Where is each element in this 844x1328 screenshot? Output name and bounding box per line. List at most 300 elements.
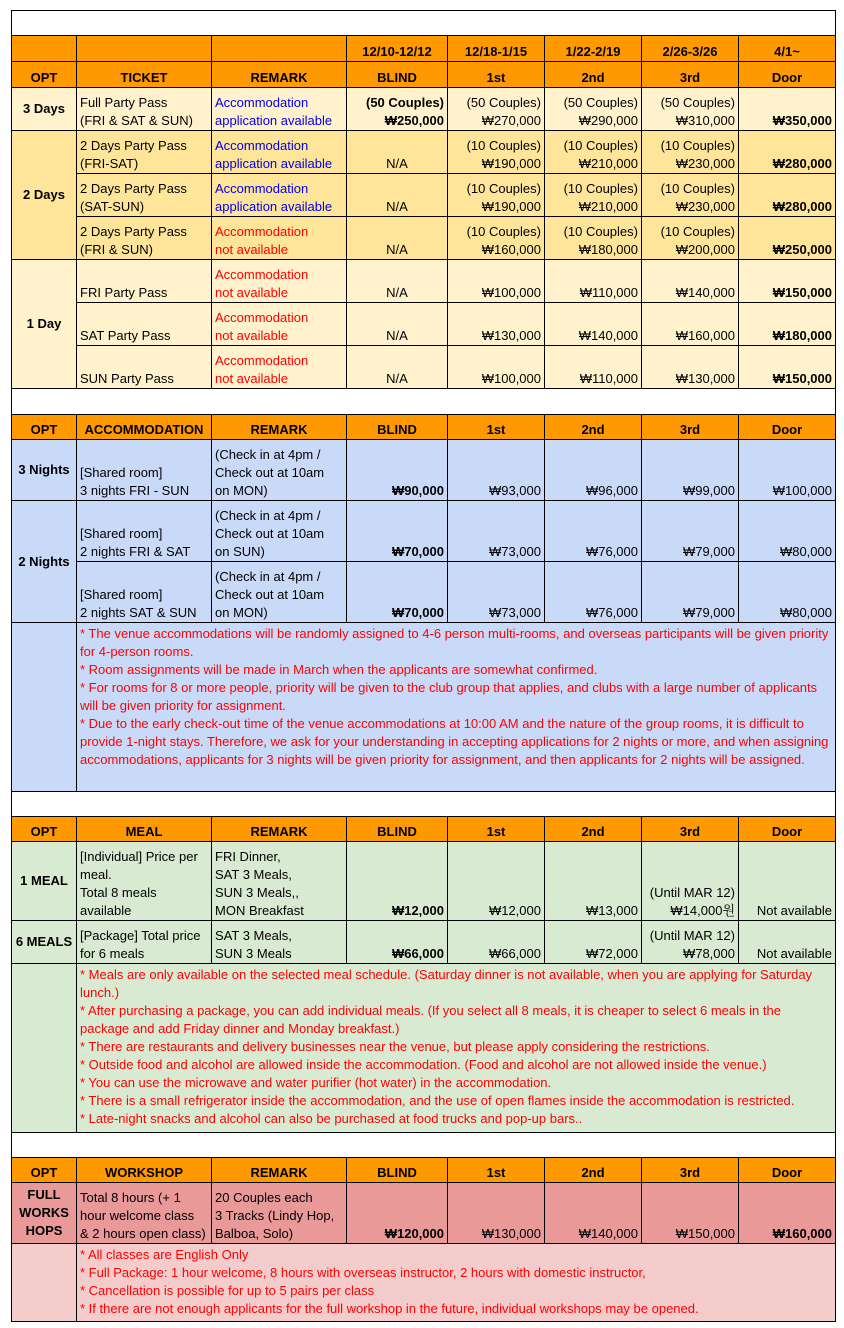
header-price-col: 2nd	[545, 62, 642, 88]
header-price-col: Door	[739, 415, 836, 440]
price-cell	[347, 303, 448, 346]
price-cell: ₩99,000	[642, 440, 739, 501]
price-cell	[642, 217, 739, 260]
spacer-row	[12, 792, 836, 817]
cell-text: not available	[215, 285, 288, 300]
cell-text: (50 Couples)	[466, 95, 541, 110]
option-label: 1 MEAL	[12, 842, 77, 921]
cell-text: (10 Couples)	[660, 181, 735, 196]
header-price-col: Door	[739, 1158, 836, 1183]
cell-text: not available	[215, 328, 288, 343]
header-remark: REMARK	[212, 62, 347, 88]
workshop-name	[77, 1183, 212, 1244]
note-text: * The venue accommodations will be randomly assigned to 4-6 person multi-rooms, and overseas participants will be given priority for 4-person rooms.	[80, 626, 829, 659]
cell-text: (10 Couples)	[563, 181, 638, 196]
cell-text: ₩140,000	[578, 328, 638, 343]
price-cell	[347, 217, 448, 260]
price-cell: ₩80,000	[739, 562, 836, 623]
cell-text: ₩190,000	[481, 156, 541, 171]
cell-text: (FRI & SAT & SUN)	[80, 113, 193, 128]
cell-text: (SAT-SUN)	[80, 199, 145, 214]
price-cell	[642, 921, 739, 964]
price-cell: ₩76,000	[545, 562, 642, 623]
cell-text: 2 nights SAT & SUN	[80, 605, 197, 620]
cell-text: meal.	[80, 867, 112, 882]
cell-text: (Until MAR 12)	[649, 885, 735, 900]
cell-text: ₩100,000	[481, 285, 541, 300]
blank-cell	[12, 36, 77, 62]
price-cell	[642, 174, 739, 217]
cell-text: Check out at 10am	[215, 587, 325, 602]
header-price-col: BLIND	[347, 415, 448, 440]
table-row	[12, 817, 836, 842]
price-cell	[448, 260, 545, 303]
cell-text: available	[80, 903, 132, 918]
header-remark: REMARK	[212, 1158, 347, 1183]
table-row	[12, 36, 836, 62]
price-cell: ₩140,000	[545, 1183, 642, 1244]
cell-text: Accommodation	[215, 267, 309, 282]
accommodation-name	[77, 440, 212, 501]
price-cell: ₩80,000	[739, 501, 836, 562]
option-label	[12, 1183, 77, 1244]
cell-text: ₩150,000	[772, 285, 832, 300]
ticket-name	[77, 88, 212, 131]
workshop-remark	[212, 1183, 347, 1244]
cell-text: Check out at 10am	[215, 465, 325, 480]
cell-text: ₩130,000	[481, 328, 541, 343]
accommodation-notes	[77, 623, 836, 792]
price-cell	[739, 260, 836, 303]
header-price-col: 1st	[448, 62, 545, 88]
table-row	[12, 346, 836, 389]
price-cell	[545, 303, 642, 346]
price-cell: ₩73,000	[448, 501, 545, 562]
price-cell	[642, 842, 739, 921]
header-opt: OPT	[12, 415, 77, 440]
cell-text: (10 Couples)	[466, 138, 541, 153]
cell-text: application available	[215, 113, 333, 128]
cell-text: [Individual] Price per	[80, 849, 198, 864]
header-price-col: 1st	[448, 1158, 545, 1183]
cell-text: ₩250,000	[772, 242, 832, 257]
cell-text: N/A	[386, 242, 408, 257]
cell-text: FRI Dinner,	[215, 849, 281, 864]
cell-text: hour welcome class	[80, 1208, 195, 1223]
header-remark: REMARK	[212, 817, 347, 842]
note-text: * Cancellation is possible for up to 5 pairs per class	[80, 1283, 375, 1298]
table-row	[12, 389, 836, 415]
price-cell	[448, 842, 545, 921]
price-cell: ₩70,000	[347, 501, 448, 562]
price-cell	[347, 260, 448, 303]
price-cell: ₩160,000	[739, 1183, 836, 1244]
note-text: * There are restaurants and delivery businesses near the venue, but please apply considering the restrictions.	[80, 1039, 710, 1054]
price-cell	[545, 260, 642, 303]
price-cell	[448, 346, 545, 389]
header-price-col: 1st	[448, 817, 545, 842]
cell-text: [Shared room]	[80, 526, 163, 541]
ticket-remark	[212, 131, 347, 174]
cell-text: Accommodation	[215, 95, 309, 110]
cell-text: N/A	[386, 156, 408, 171]
cell-text: FRI Party Pass	[80, 285, 168, 300]
pricing-sheet	[11, 10, 836, 1322]
cell-text: FULL	[27, 1187, 61, 1202]
cell-text: ₩200,000	[675, 242, 735, 257]
cell-text: ₩230,000	[675, 199, 735, 214]
header-opt: OPT	[12, 817, 77, 842]
cell-text: (10 Couples)	[660, 138, 735, 153]
blank-cell	[12, 623, 77, 792]
cell-text: ₩180,000	[772, 328, 832, 343]
table-row	[12, 1133, 836, 1158]
cell-text: Accommodation	[215, 224, 309, 239]
meal-remark	[212, 921, 347, 964]
price-cell	[347, 88, 448, 131]
cell-text: ₩12,000	[391, 903, 444, 918]
cell-text: [Shared room]	[80, 587, 163, 602]
period-label: 1/22-2/19	[545, 36, 642, 62]
meal-notes	[77, 964, 836, 1133]
note-text: * All classes are English Only	[80, 1247, 249, 1262]
price-cell: ₩130,000	[448, 1183, 545, 1244]
header-remark: REMARK	[212, 415, 347, 440]
blank-cell	[12, 964, 77, 1133]
cell-text: (10 Couples)	[563, 224, 638, 239]
price-cell: ₩79,000	[642, 562, 739, 623]
cell-text: SAT 3 Meals,	[215, 867, 292, 882]
ticket-name	[77, 346, 212, 389]
cell-text: ₩78,000	[682, 946, 735, 961]
price-cell: ₩73,000	[448, 562, 545, 623]
cell-text: Accommodation	[215, 181, 309, 196]
cell-text: Balboa, Solo)	[215, 1226, 294, 1241]
table-row	[12, 1158, 836, 1183]
workshop-notes	[77, 1244, 836, 1322]
cell-text: & 2 hours open class)	[80, 1226, 206, 1241]
cell-text: Accommodation	[215, 310, 309, 325]
cell-text: SUN Party Pass	[80, 371, 174, 386]
table-row	[12, 1244, 836, 1322]
header-price-col: 1st	[448, 415, 545, 440]
cell-text: 3 nights FRI - SUN	[80, 483, 190, 498]
ticket-name	[77, 260, 212, 303]
cell-text: [Shared room]	[80, 465, 163, 480]
table-row	[12, 964, 836, 1133]
cell-text: ₩210,000	[578, 199, 638, 214]
accommodation-remark	[212, 440, 347, 501]
cell-text: [Package] Total price	[80, 928, 201, 943]
price-cell: ₩100,000	[739, 440, 836, 501]
period-label: 2/26-3/26	[642, 36, 739, 62]
cell-text: 20 Couples each	[215, 1190, 313, 1205]
cell-text: (50 Couples)	[563, 95, 638, 110]
cell-text: ₩310,000	[675, 113, 735, 128]
price-cell	[347, 921, 448, 964]
cell-text: 2 nights FRI & SAT	[80, 544, 191, 559]
header-price-col: 3rd	[642, 1158, 739, 1183]
cell-text: on MON)	[215, 483, 268, 498]
cell-text: Accommodation	[215, 138, 309, 153]
price-cell	[739, 921, 836, 964]
cell-text: Check out at 10am	[215, 526, 325, 541]
header-price-col: Door	[739, 62, 836, 88]
blank-cell	[77, 36, 212, 62]
ticket-name	[77, 217, 212, 260]
cell-text: (10 Couples)	[466, 181, 541, 196]
cell-text: ₩12,000	[488, 903, 541, 918]
price-cell	[642, 346, 739, 389]
ticket-remark	[212, 303, 347, 346]
cell-text: SUN 3 Meals,,	[215, 885, 299, 900]
cell-text: ₩250,000	[384, 113, 444, 128]
cell-text: (FRI-SAT)	[80, 156, 139, 171]
cell-text: on MON)	[215, 605, 268, 620]
ticket-name	[77, 303, 212, 346]
table-row	[12, 440, 836, 501]
header-opt: OPT	[12, 62, 77, 88]
header-opt: OPT	[12, 1158, 77, 1183]
cell-text: SAT Party Pass	[80, 328, 171, 343]
price-cell	[347, 174, 448, 217]
note-text: * If there are not enough applicants for the full workshop in the future, individual workshops may be opened.	[80, 1301, 699, 1316]
header-price-col: 2nd	[545, 415, 642, 440]
ticket-remark	[212, 260, 347, 303]
period-label: 4/1~	[739, 36, 836, 62]
cell-text: (10 Couples)	[563, 138, 638, 153]
option-label: 2 Nights	[12, 501, 77, 623]
blank-cell	[212, 36, 347, 62]
price-cell	[545, 217, 642, 260]
price-cell: ₩90,000	[347, 440, 448, 501]
cell-text: (Check in at 4pm /	[215, 508, 321, 523]
header-price-col: 3rd	[642, 62, 739, 88]
cell-text: 2 Days Party Pass	[80, 181, 187, 196]
cell-text: 2 Days Party Pass	[80, 138, 187, 153]
table-row	[12, 562, 836, 623]
cell-text: ₩280,000	[772, 199, 832, 214]
price-cell	[642, 260, 739, 303]
price-cell: ₩120,000	[347, 1183, 448, 1244]
price-cell	[545, 346, 642, 389]
header-name: WORKSHOP	[77, 1158, 212, 1183]
cell-text: ₩190,000	[481, 199, 541, 214]
accommodation-remark	[212, 501, 347, 562]
note-text: * Late-night snacks and alcohol can also be purchased at food trucks and pop-up bars..	[80, 1111, 583, 1126]
cell-text: not available	[215, 371, 288, 386]
note-text: * Full Package: 1 hour welcome, 8 hours with overseas instructor, 2 hours with domestic instructor,	[80, 1265, 646, 1280]
ticket-name	[77, 174, 212, 217]
table-row	[12, 303, 836, 346]
table-row	[12, 260, 836, 303]
cell-text: N/A	[386, 371, 408, 386]
cell-text: ₩14,000원	[670, 903, 735, 918]
price-cell: ₩76,000	[545, 501, 642, 562]
price-cell	[642, 88, 739, 131]
accommodation-remark	[212, 562, 347, 623]
price-cell: ₩79,000	[642, 501, 739, 562]
price-cell: ₩93,000	[448, 440, 545, 501]
cell-text: ₩66,000	[488, 946, 541, 961]
cell-text: (Until MAR 12)	[649, 928, 735, 943]
header-price-col: 2nd	[545, 1158, 642, 1183]
period-label: 12/10-12/12	[347, 36, 448, 62]
accommodation-name	[77, 501, 212, 562]
header-price-col: 3rd	[642, 817, 739, 842]
price-cell	[739, 174, 836, 217]
price-cell	[545, 174, 642, 217]
cell-text: Not available	[756, 903, 832, 918]
cell-text: ₩350,000	[772, 113, 832, 128]
note-text: * Due to the early check-out time of the venue accommodations at 10:00 AM and the nature of the group rooms, it is difficult to provide 1-night stays. Therefore, we ask for your understanding in accepting applications for 2 nights or more, and when assigning accommodations, applicants for 3 nights will be given priority for assignment, and then applicants for 2 nights will be assigned.	[80, 716, 829, 767]
option-label: 1 Day	[12, 260, 77, 389]
price-cell	[448, 921, 545, 964]
header-price-col: 2nd	[545, 817, 642, 842]
meal-remark	[212, 842, 347, 921]
price-cell	[545, 131, 642, 174]
note-text: * Meals are only available on the selected meal schedule. (Saturday dinner is not available, when you are applying for Saturday lunch.)	[80, 967, 813, 1000]
cell-text: (10 Couples)	[466, 224, 541, 239]
cell-text: ₩130,000	[675, 371, 735, 386]
option-label: 2 Days	[12, 131, 77, 260]
cell-text: 3 Tracks (Lindy Hop,	[215, 1208, 335, 1223]
period-label: 12/18-1/15	[448, 36, 545, 62]
cell-text: ₩290,000	[578, 113, 638, 128]
cell-text: ₩110,000	[579, 371, 638, 386]
spacer-row	[12, 389, 836, 415]
table-row	[12, 174, 836, 217]
cell-text: application available	[215, 156, 333, 171]
cell-text: (10 Couples)	[660, 224, 735, 239]
price-cell	[448, 217, 545, 260]
accommodation-name	[77, 562, 212, 623]
cell-text: not available	[215, 242, 288, 257]
table-row	[12, 501, 836, 562]
price-cell	[739, 217, 836, 260]
header-price-col: BLIND	[347, 817, 448, 842]
cell-text: ₩150,000	[772, 371, 832, 386]
price-cell	[347, 131, 448, 174]
header-name: TICKET	[77, 62, 212, 88]
note-text: * You can use the microwave and water purifier (hot water) in the accommodation.	[80, 1075, 552, 1090]
cell-text: Full Party Pass	[80, 95, 168, 110]
table-row	[12, 921, 836, 964]
header-price-col: BLIND	[347, 62, 448, 88]
header-name: ACCOMMODATION	[77, 415, 212, 440]
price-cell	[739, 842, 836, 921]
cell-text: HOPS	[25, 1223, 63, 1238]
cell-text: application available	[215, 199, 333, 214]
price-cell: ₩150,000	[642, 1183, 739, 1244]
spacer-row	[12, 11, 836, 36]
cell-text: (Check in at 4pm /	[215, 569, 321, 584]
cell-text: ₩160,000	[675, 328, 735, 343]
cell-text: ₩160,000	[481, 242, 541, 257]
cell-text: 2 Days Party Pass	[80, 224, 187, 239]
blank-cell	[12, 1244, 77, 1322]
cell-text: (50 Couples)	[365, 95, 444, 110]
price-cell	[448, 174, 545, 217]
header-price-col: BLIND	[347, 1158, 448, 1183]
cell-text: for 6 meals	[80, 946, 145, 961]
option-label: 3 Days	[12, 88, 77, 131]
cell-text: (50 Couples)	[660, 95, 735, 110]
ticket-name	[77, 131, 212, 174]
cell-text: Total 8 meals	[80, 885, 157, 900]
cell-text: ₩100,000	[481, 371, 541, 386]
table-row	[12, 623, 836, 792]
cell-text: WORKS	[19, 1205, 69, 1220]
price-cell	[448, 131, 545, 174]
table-row	[12, 415, 836, 440]
cell-text: ₩230,000	[675, 156, 735, 171]
note-text: * Outside food and alcohol are allowed inside the accommodation. (Food and alcohol are not allowed inside the venue.)	[80, 1057, 767, 1072]
cell-text: SUN 3 Meals	[215, 946, 292, 961]
header-name: MEAL	[77, 817, 212, 842]
cell-text: (Check in at 4pm /	[215, 447, 321, 462]
cell-text: SAT 3 Meals,	[215, 928, 292, 943]
cell-text: Accommodation	[215, 353, 309, 368]
price-cell	[642, 303, 739, 346]
cell-text: MON Breakfast	[215, 903, 304, 918]
cell-text: Total 8 hours (+ 1	[80, 1190, 181, 1205]
cell-text: (FRI & SUN)	[80, 242, 153, 257]
header-price-col: Door	[739, 817, 836, 842]
price-cell	[739, 303, 836, 346]
cell-text: ₩72,000	[585, 946, 638, 961]
cell-text: ₩270,000	[481, 113, 541, 128]
cell-text: on SUN)	[215, 544, 265, 559]
price-cell	[739, 346, 836, 389]
table-row	[12, 88, 836, 131]
cell-text: ₩140,000	[675, 285, 735, 300]
price-cell: ₩70,000	[347, 562, 448, 623]
meal-name	[77, 842, 212, 921]
cell-text: ₩180,000	[578, 242, 638, 257]
table-row	[12, 11, 836, 36]
price-cell	[739, 131, 836, 174]
cell-text: ₩280,000	[772, 156, 832, 171]
table-row	[12, 62, 836, 88]
table-row	[12, 842, 836, 921]
price-cell	[347, 346, 448, 389]
cell-text: Not available	[756, 946, 832, 961]
price-cell	[347, 842, 448, 921]
table-row	[12, 1183, 836, 1244]
price-cell	[642, 131, 739, 174]
spacer-row	[12, 1133, 836, 1158]
table-row	[12, 131, 836, 174]
price-cell	[739, 88, 836, 131]
price-cell	[545, 921, 642, 964]
price-cell	[545, 842, 642, 921]
cell-text: ₩13,000	[585, 903, 638, 918]
ticket-remark	[212, 88, 347, 131]
cell-text: N/A	[386, 285, 408, 300]
cell-text: ₩210,000	[578, 156, 638, 171]
ticket-remark	[212, 174, 347, 217]
cell-text: ₩66,000	[391, 946, 444, 961]
note-text: * Room assignments will be made in March when the applicants are somewhat confirmed.	[80, 662, 598, 677]
table-row	[12, 792, 836, 817]
note-text: * After purchasing a package, you can add individual meals. (If you select all 8 meals, it is cheaper to select 6 meals in the package and add Friday dinner and Monday breakfast.)	[80, 1003, 781, 1036]
meal-name	[77, 921, 212, 964]
ticket-remark	[212, 217, 347, 260]
cell-text: N/A	[386, 328, 408, 343]
price-cell	[545, 88, 642, 131]
cell-text: ₩110,000	[579, 285, 638, 300]
